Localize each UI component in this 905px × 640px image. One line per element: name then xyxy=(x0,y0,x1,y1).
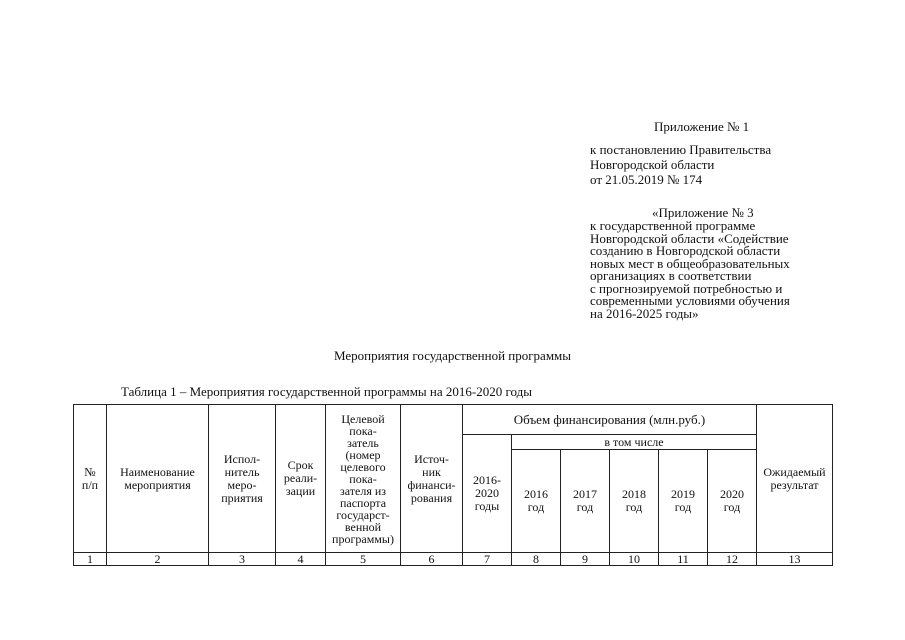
header-expected-result: Ожидаемый результат xyxy=(757,405,833,553)
column-number: 1 xyxy=(74,553,107,566)
header-number: № п/п xyxy=(74,405,107,553)
appendix3-line: созданию в Новгородской области xyxy=(590,243,781,258)
appendix3-line: организациях в соответствии xyxy=(590,268,752,283)
header-executor: Испол- нитель меро- приятия xyxy=(209,405,276,553)
events-table xyxy=(73,404,833,566)
header-year-2019: 2019 год xyxy=(659,450,708,553)
appendix3-line: к государственной программе xyxy=(590,218,756,233)
table-caption: Таблица 1 – Мероприятия государственной программы на 2016-2020 годы xyxy=(121,384,532,399)
appendix-decree-text xyxy=(590,142,771,187)
column-number: 7 xyxy=(463,553,512,566)
column-number: 8 xyxy=(512,553,561,566)
appendix3-program-text xyxy=(590,220,790,320)
appendix3-line: новых мест в общеобразовательных xyxy=(590,255,790,271)
appendix3-title: «Приложение № 3 xyxy=(652,205,754,220)
header-year-2020: 2020 год xyxy=(708,450,757,553)
header-including: в том числе xyxy=(512,435,757,450)
appendix3-line: на 2016-2025 годы» xyxy=(590,305,699,321)
appendix-line: к постановлению Правительства xyxy=(590,142,772,157)
appendix3-line: Новгородской области «Содействие xyxy=(590,230,789,246)
header-term: Срок реали- зации xyxy=(276,405,326,553)
appendix-line: от 21.05.2019 № 174 xyxy=(590,172,703,187)
appendix-title: Приложение № 1 xyxy=(654,119,750,134)
header-target-indicator: Целевой пока- затель (номер целевого пока- зателя из паспорта государст- венной программы) xyxy=(326,405,401,553)
header-row-1 xyxy=(74,405,833,435)
header-year-2016: 2016 год xyxy=(512,450,561,553)
appendix-line: Новгородской области xyxy=(590,157,715,172)
column-number: 9 xyxy=(561,553,610,566)
column-number: 11 xyxy=(659,553,708,566)
header-year-2018: 2018 год xyxy=(610,450,659,553)
column-number: 10 xyxy=(610,553,659,566)
column-number: 13 xyxy=(757,553,833,566)
column-number-row xyxy=(74,553,833,566)
header-event-name: Наименование мероприятия xyxy=(107,405,209,553)
column-number: 2 xyxy=(107,553,209,566)
header-total-2016-2020: 2016- 2020 годы xyxy=(463,435,512,553)
column-number: 6 xyxy=(401,553,463,566)
header-funding-volume: Объем финансирования (млн.руб.) xyxy=(463,405,757,435)
appendix3-line: с прогнозируемой потребностью и xyxy=(590,280,783,296)
column-number: 4 xyxy=(276,553,326,566)
document-title: Мероприятия государственной программы xyxy=(333,348,572,363)
column-number: 5 xyxy=(326,553,401,566)
column-number: 3 xyxy=(209,553,276,566)
appendix3-line: современными условиями обучения xyxy=(590,293,790,308)
header-funding-source: Источ- ник финанси- рования xyxy=(401,405,463,553)
header-year-2017: 2017 год xyxy=(561,450,610,553)
column-number: 12 xyxy=(708,553,757,566)
